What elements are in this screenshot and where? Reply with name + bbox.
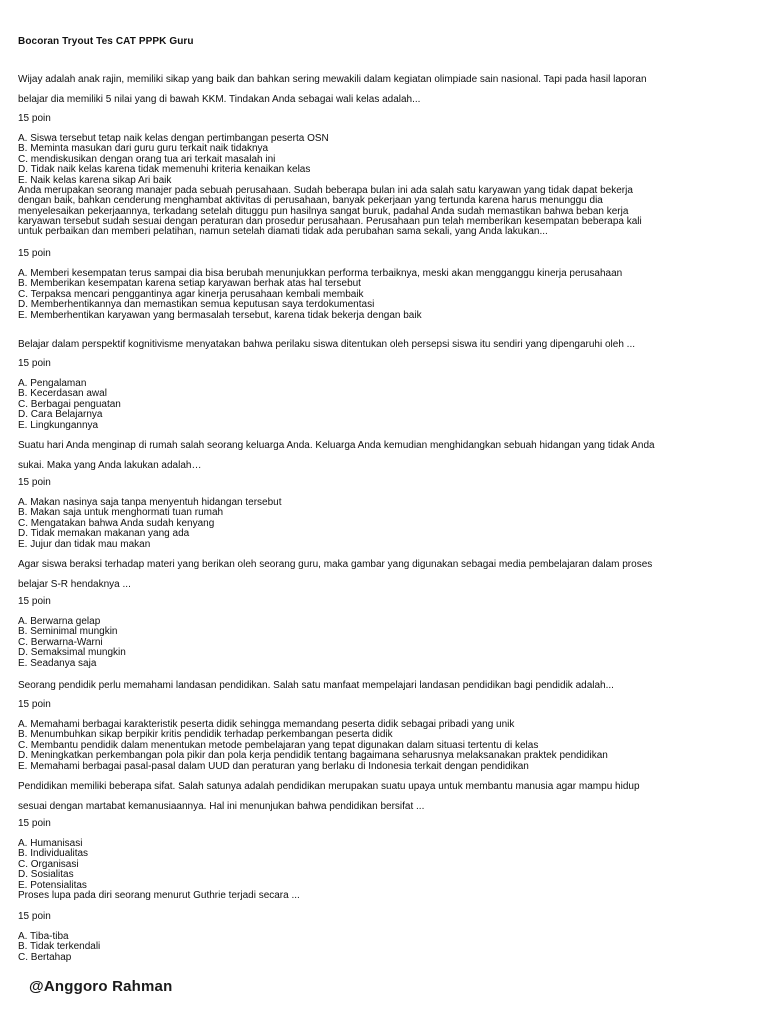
question-2-option-e[interactable]: E. Memberhentikan karyawan yang bermasalah tersebut, karena tidak bekerja dengan baik — [18, 309, 422, 321]
question-4-option-c[interactable]: C. Mengatakan bahwa Anda sudah kenyang — [18, 517, 215, 529]
question-1-option-a[interactable]: A. Siswa tersebut tetap naik kelas dengan pertimbangan peserta OSN — [18, 133, 329, 144]
question-7-stem — [18, 777, 640, 817]
question-2-stem-line-4: karyawan tersebut sudah sesuai dengan peraturan dan prosedur perusahaan. Perusahaan pun telah memberikan kesempatan beberapa kali — [18, 215, 642, 227]
document-page — [18, 0, 758, 1024]
question-7-option-a[interactable]: A. Humanisasi — [18, 838, 83, 849]
question-8-options — [18, 932, 100, 963]
question-4-option-a[interactable]: A. Makan nasinya saja tanpa menyentuh hidangan tersebut — [18, 497, 282, 508]
question-4-option-b[interactable]: B. Makan saja untuk menghormati tuan rumah — [18, 507, 224, 519]
question-4-points: 15 poin — [18, 477, 51, 488]
question-4-stem — [18, 436, 655, 476]
question-8-stem — [18, 891, 300, 901]
question-4-stem-line-1: Suatu hari Anda menginap di rumah salah seorang keluarga Anda. Keluarga Anda kemudian menghidangkan sebuah hidangan yang tidak Anda — [18, 440, 655, 451]
question-2-option-d[interactable]: D. Memberhentikannya dan memastikan semua keputusan saya terdokumentasi — [18, 299, 375, 311]
question-1-option-d[interactable]: D. Tidak naik kelas karena tidak memenuhi kriteria kenaikan kelas — [18, 164, 311, 176]
question-5-points: 15 poin — [18, 596, 51, 607]
question-8-option-a[interactable]: A. Tiba-tiba — [18, 931, 69, 942]
question-8-option-b[interactable]: B. Tidak terkendali — [18, 941, 101, 953]
question-6-option-e[interactable]: E. Memahami berbagai pasal-pasal dalam UUD dan peraturan yang berlaku di Indonesia terkait dengan pendidikan — [18, 760, 529, 772]
question-2-stem-line-5: untuk perbaikan dan memberi pelatihan, namun setelah diamati tidak ada perubahan sama sekali, yang Anda lakukan... — [18, 226, 548, 238]
question-7-option-d[interactable]: D. Sosialitas — [18, 869, 74, 881]
question-6-options — [18, 720, 608, 772]
question-5-stem-line-2: belajar S-R hendaknya ... — [18, 579, 131, 590]
question-8-points: 15 poin — [18, 911, 51, 922]
question-3-option-a[interactable]: A. Pengalaman — [18, 378, 87, 389]
question-1-stem-line-2: belajar dia memiliki 5 nilai yang di bawah KKM. Tindakan Anda sebagai wali kelas adalah... — [18, 94, 421, 105]
question-1-stem — [18, 70, 647, 110]
question-3-stem — [18, 339, 635, 351]
question-2-stem-line-2: dengan baik, bahkan cenderung menghambat aktivitas di perusahaan, banyak pekerjaan yang tertunda karena harus menunggu dia — [18, 195, 603, 207]
question-7-option-b[interactable]: B. Individualitas — [18, 848, 89, 860]
question-2-stem — [18, 186, 642, 237]
question-3-option-e[interactable]: E. Lingkungannya — [18, 419, 99, 431]
question-4-option-e[interactable]: E. Jujur dan tidak mau makan — [18, 538, 151, 550]
question-2-stem-line-3: menyelesaikan pekerjaannya, terkadang setelah dituggu pun hasilnya sangat buruk, padahal Anda sudah memastikan bahwa beban kerja — [18, 205, 629, 217]
question-8-stem-line-1: Proses lupa pada diri seorang menurut Guthrie terjadi secara ... — [18, 890, 300, 901]
question-3-points: 15 poin — [18, 358, 51, 369]
question-5-option-c[interactable]: C. Berwarna-Warni — [18, 636, 103, 648]
question-1-stem-line-1: Wijay adalah anak rajin, memiliki sikap yang baik dan bahkan sering mewakili dalam kegiatan olimpiade sain nasional. Tapi pada hasil laporan — [18, 74, 647, 85]
question-4-stem-line-2: sukai. Maka yang Anda lakukan adalah… — [18, 460, 202, 471]
question-6-option-c[interactable]: C. Membantu pendidik dalam menentukan metode pembelajaran yang tepat digunakan dalam situasi tertentu di kelas — [18, 739, 539, 751]
question-3-stem-line-1: Belajar dalam perspektif kognitivisme menyatakan bahwa perilaku siswa ditentukan oleh persepsi siswa itu sendiri yang dipengaruhi oleh ... — [18, 339, 636, 350]
question-6-option-a[interactable]: A. Memahami berbagai karakteristik peserta didik sehingga memandang peserta didik sebagai pribadi yang unik — [18, 719, 515, 730]
question-7-stem-line-1: Pendidikan memiliki beberapa sifat. Salah satunya adalah pendidikan merupakan suatu upaya untuk membantu manusia agar mampu hidup — [18, 781, 640, 792]
question-5-option-d[interactable]: D. Semaksimal mungkin — [18, 647, 126, 659]
question-3-option-d[interactable]: D. Cara Belajarnya — [18, 409, 103, 421]
question-7-options — [18, 839, 88, 891]
question-5-options — [18, 617, 126, 669]
question-2-option-c[interactable]: C. Terpaksa mencari penggantinya agar kinerja perusahaan kembali membaik — [18, 288, 364, 300]
question-7-option-e[interactable]: E. Potensialitas — [18, 879, 87, 891]
question-6-option-b[interactable]: B. Menumbuhkan sikap berpikir kritis pendidik terhadap perkembangan peserta didik — [18, 729, 393, 741]
question-5-option-a[interactable]: A. Berwarna gelap — [18, 616, 101, 627]
question-2-option-b[interactable]: B. Memberikan kesempatan karena setiap karyawan berhak atas hal tersebut — [18, 278, 361, 290]
question-7-option-c[interactable]: C. Organisasi — [18, 858, 79, 870]
question-7-points: 15 poin — [18, 818, 51, 829]
question-7-stem-line-2: sesuai dengan martabat kemanusiaannya. Hal ini menunjukan bahwa pendidikan bersifat ... — [18, 801, 425, 812]
question-5-option-e[interactable]: E. Seadanya saja — [18, 657, 97, 669]
question-4-options — [18, 498, 282, 550]
question-2-options — [18, 269, 622, 321]
question-6-stem-line-1: Seorang pendidik perlu memahami landasan pendidikan. Salah satu manfaat mempelajari landasan pendidikan bagi pendidik adalah... — [18, 680, 614, 691]
question-1-options — [18, 134, 329, 186]
question-6-points: 15 poin — [18, 699, 51, 710]
question-3-option-c[interactable]: C. Berbagai penguatan — [18, 398, 121, 410]
question-1-option-c[interactable]: C. mendiskusikan dengan orang tua ari terkait masalah ini — [18, 153, 276, 165]
question-3-option-b[interactable]: B. Kecerdasan awal — [18, 388, 107, 400]
question-1-option-e[interactable]: E. Naik kelas karena sikap Ari baik — [18, 174, 172, 186]
question-2-stem-line-1: Anda merupakan seorang manajer pada sebuah perusahaan. Sudah beberapa bulan ini ada salah satu karyawan yang tidak dapat bekerja — [18, 185, 633, 196]
question-5-stem-line-1: Agar siswa beraksi terhadap materi yang berikan oleh seorang guru, maka gambar yang digunakan sebagai media pembelajaran dalam proses — [18, 559, 653, 570]
question-1-option-b[interactable]: B. Meminta masukan dari guru guru terkait naik tidaknya — [18, 143, 269, 155]
question-8-option-c[interactable]: C. Bertahap — [18, 951, 72, 963]
document-title: Bocoran Tryout Tes CAT PPPK Guru — [18, 36, 194, 47]
question-3-options — [18, 379, 121, 431]
question-2-points: 15 poin — [18, 248, 51, 259]
question-2-option-a[interactable]: A. Memberi kesempatan terus sampai dia bisa berubah menunjukkan performa terbaiknya, meski akan mengganggu kinerja perusahaan — [18, 268, 623, 279]
author-watermark: @Anggoro Rahman — [29, 978, 173, 995]
question-5-stem — [18, 555, 652, 595]
question-5-option-b[interactable]: B. Seminimal mungkin — [18, 626, 118, 638]
question-4-option-d[interactable]: D. Tidak memakan makanan yang ada — [18, 528, 190, 540]
question-6-stem — [18, 680, 614, 692]
question-6-option-d[interactable]: D. Meningkatkan perkembangan pola pikir dan pola kerja pendidik tentang bagaimana seharusnya melaksanakan praktek pendidikan — [18, 750, 608, 762]
question-1-points: 15 poin — [18, 113, 51, 124]
